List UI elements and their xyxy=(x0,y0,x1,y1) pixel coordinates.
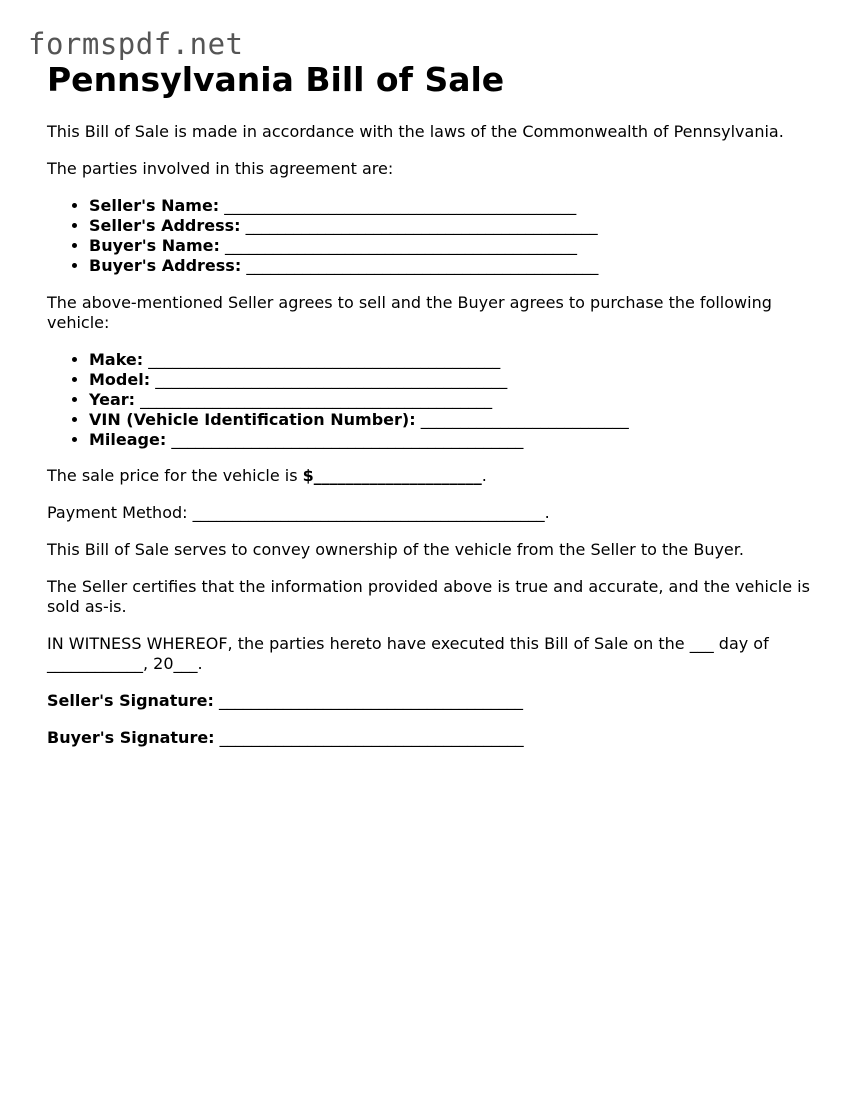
list-item-buyer-name xyxy=(89,236,817,256)
seller-signature-blank[interactable]: ______________________________________ xyxy=(219,691,523,710)
convey-paragraph: This Bill of Sale serves to convey ownership of the vehicle from the Seller to the Buyer. xyxy=(47,540,744,559)
sale-price-prefix: The sale price for the vehicle is xyxy=(47,466,303,485)
field-label: VIN (Vehicle Identification Number): xyxy=(89,410,416,429)
certify-paragraph: The Seller certifies that the information provided above is true and accurate, and the vehicle is sold as-is. xyxy=(47,577,810,616)
page-title: Pennsylvania Bill of Sale xyxy=(47,60,505,99)
seller-signature-label: Seller's Signature: xyxy=(47,691,214,710)
buyer-signature-label: Buyer's Signature: xyxy=(47,728,215,747)
buyer-signature-line xyxy=(47,728,817,748)
list-item-seller-name xyxy=(89,196,817,216)
intro-paragraph: This Bill of Sale is made in accordance with the laws of the Commonwealth of Pennsylvania. xyxy=(47,122,784,141)
document-page xyxy=(47,58,817,748)
parties-intro: The parties involved in this agreement are: xyxy=(47,159,394,178)
witness-paragraph: IN WITNESS WHEREOF, the parties hereto have executed this Bill of Sale on the ___ day of ____________, 20___. xyxy=(47,634,769,673)
sale-price-suffix: . xyxy=(481,466,487,485)
year-blank[interactable]: ____________________________________________ xyxy=(140,390,493,409)
payment-method-suffix: . xyxy=(544,503,550,522)
list-item-make xyxy=(89,350,817,370)
agreement-paragraph: The above-mentioned Seller agrees to sell and the Buyer agrees to purchase the following vehicle: xyxy=(47,293,772,332)
seller-signature-line xyxy=(47,691,817,711)
field-label: Seller's Name: xyxy=(89,196,220,215)
mileage-blank[interactable]: ____________________________________________ xyxy=(171,430,524,449)
field-label: Make: xyxy=(89,350,144,369)
field-label: Mileage: xyxy=(89,430,167,449)
list-item-model xyxy=(89,370,817,390)
parties-list xyxy=(47,196,817,276)
list-item-year xyxy=(89,390,817,410)
field-label: Year: xyxy=(89,390,136,409)
payment-method-line xyxy=(47,503,817,523)
vin-blank[interactable]: __________________________ xyxy=(420,410,629,429)
buyer-name-blank[interactable]: ____________________________________________ xyxy=(224,236,577,255)
list-item-mileage xyxy=(89,430,817,450)
field-label: Model: xyxy=(89,370,151,389)
buyer-signature-blank[interactable]: ______________________________________ xyxy=(219,728,524,747)
seller-address-blank[interactable]: ____________________________________________ xyxy=(245,216,598,235)
model-blank[interactable]: ____________________________________________ xyxy=(155,370,508,389)
payment-method-label: Payment Method: xyxy=(47,503,193,522)
make-blank[interactable]: ____________________________________________ xyxy=(148,350,501,369)
field-label: Seller's Address: xyxy=(89,216,241,235)
sale-price-blank[interactable]: $_____________________ xyxy=(302,466,482,485)
list-item-buyer-address xyxy=(89,256,817,276)
field-label: Buyer's Address: xyxy=(89,256,242,275)
payment-method-blank[interactable]: ____________________________________________ xyxy=(192,503,545,522)
seller-name-blank[interactable]: ____________________________________________ xyxy=(224,196,577,215)
list-item-seller-address xyxy=(89,216,817,236)
watermark: formspdf.net xyxy=(28,27,244,61)
list-item-vin xyxy=(89,410,817,430)
buyer-address-blank[interactable]: ____________________________________________ xyxy=(246,256,599,275)
field-label: Buyer's Name: xyxy=(89,236,220,255)
vehicle-list xyxy=(47,350,817,450)
sale-price-line xyxy=(47,466,817,486)
